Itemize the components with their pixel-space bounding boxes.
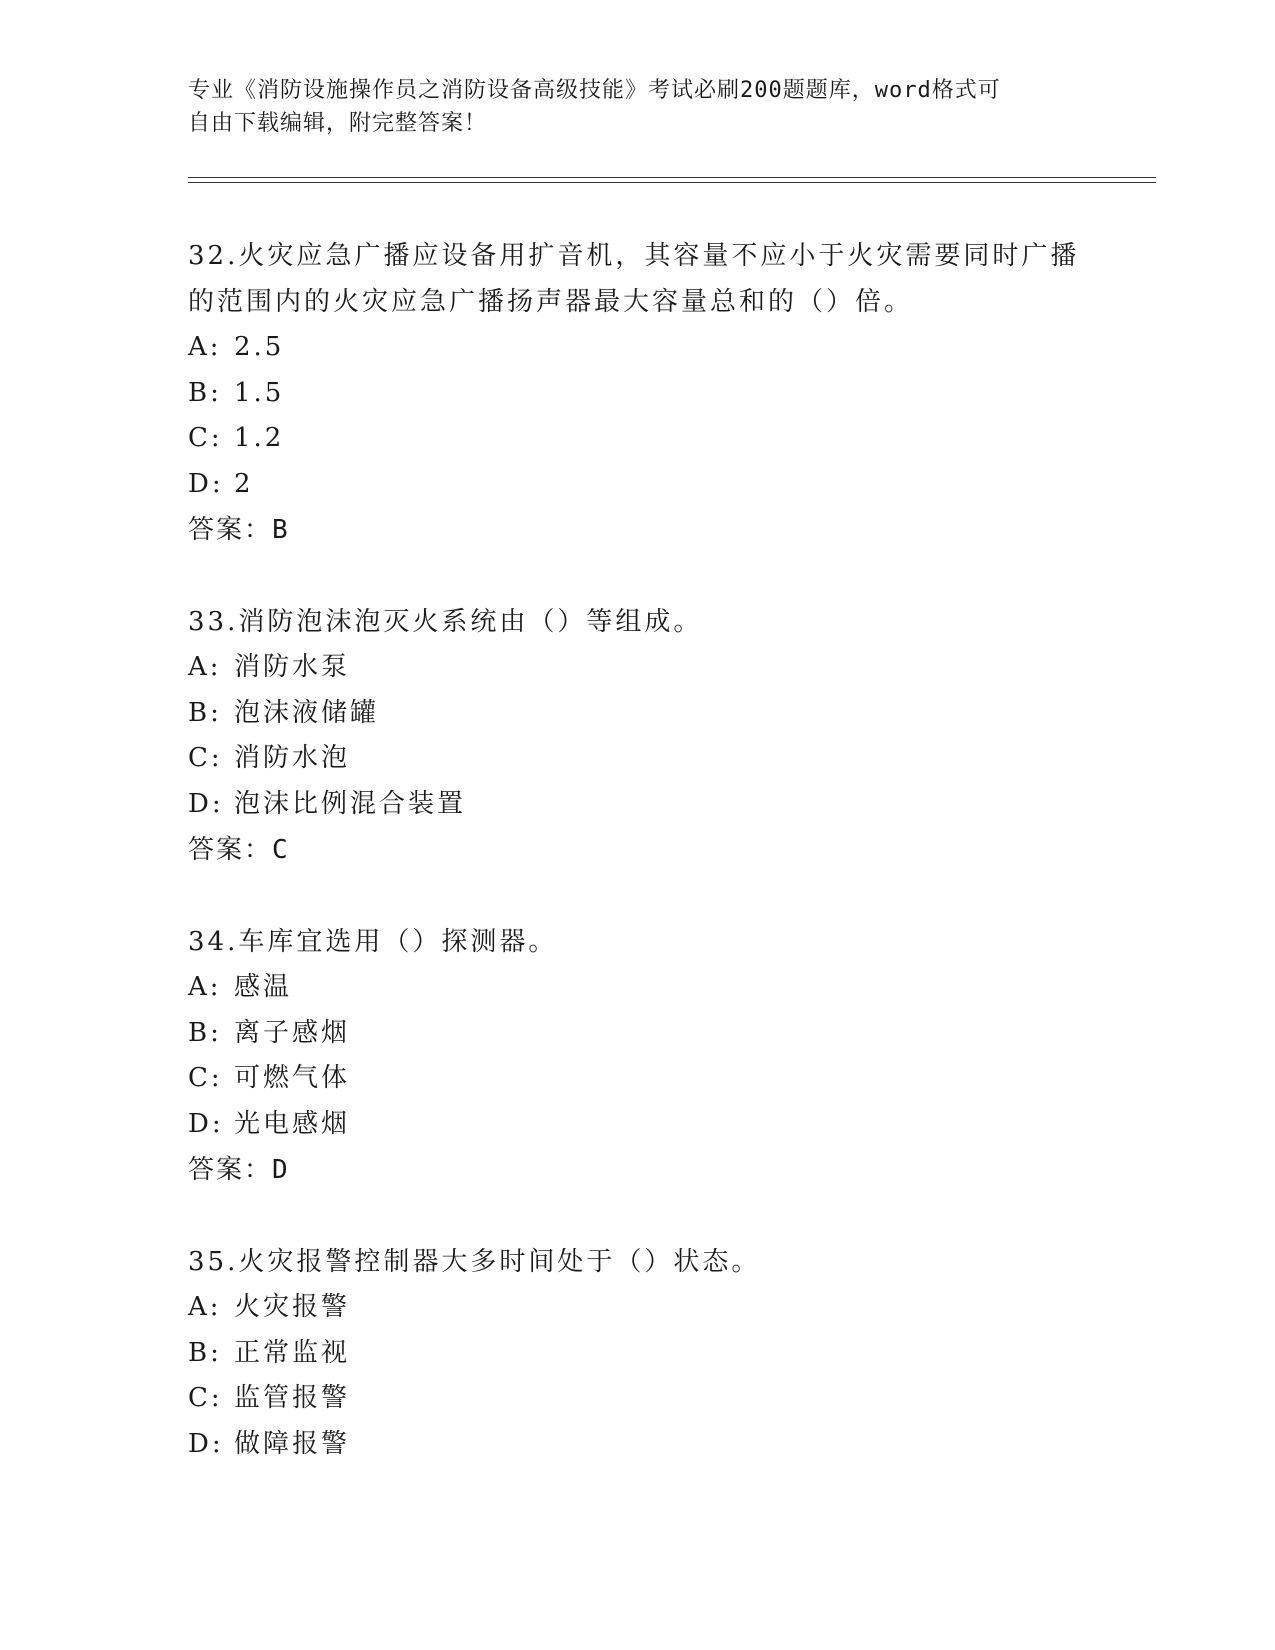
question-32 xyxy=(188,233,1108,553)
header-divider-bottom xyxy=(188,182,1156,183)
option-b xyxy=(188,691,1108,737)
option-a xyxy=(188,965,1108,1011)
header-line-2: 自由下载编辑，附完整答案！ xyxy=(188,111,488,136)
question-stem: 34.车库宜选用（）探测器。 xyxy=(188,927,558,957)
option-text: 2 xyxy=(234,468,254,499)
option-letter: B: xyxy=(188,377,222,408)
option-text: 2.5 xyxy=(234,332,285,362)
option-d xyxy=(188,1422,1108,1468)
option-text: 1.5 xyxy=(234,377,285,408)
answer-label: 答案：D xyxy=(188,1155,290,1185)
option-b xyxy=(188,1331,1108,1377)
option-text: 消防水泡 xyxy=(234,743,351,773)
option-text: 监管报警 xyxy=(234,1383,351,1413)
question-33 xyxy=(188,599,1108,873)
option-text: 离子感烟 xyxy=(234,1017,351,1048)
option-c xyxy=(188,416,1108,462)
option-b xyxy=(188,371,1108,417)
option-text: 可燃气体 xyxy=(234,1063,351,1093)
option-c xyxy=(188,1376,1108,1422)
option-b xyxy=(188,1011,1108,1057)
answer-label: 答案：B xyxy=(188,515,290,545)
option-d xyxy=(188,462,1108,508)
option-a xyxy=(188,325,1108,371)
document-header xyxy=(188,74,1088,140)
option-letter: D: xyxy=(188,1108,224,1139)
option-text: 光电感烟 xyxy=(234,1108,351,1139)
option-text: 感温 xyxy=(234,972,293,1002)
option-letter: A: xyxy=(188,1292,222,1322)
option-letter: B: xyxy=(188,697,222,728)
option-letter: A: xyxy=(188,332,222,362)
option-a xyxy=(188,1285,1108,1331)
question-stem: 35.火灾报警控制器大多时间处于（）状态。 xyxy=(188,1247,761,1277)
option-d xyxy=(188,1102,1108,1148)
answer-label: 答案：C xyxy=(188,835,290,865)
option-letter: D: xyxy=(188,1428,224,1459)
header-divider-top xyxy=(188,177,1156,178)
option-letter: D: xyxy=(188,788,224,819)
question-34 xyxy=(188,919,1108,1193)
option-a xyxy=(188,645,1108,691)
question-stem: 33.消防泡沫泡灭火系统由（）等组成。 xyxy=(188,607,703,637)
option-text: 1.2 xyxy=(234,423,285,453)
option-letter: A: xyxy=(188,972,222,1002)
option-letter: C: xyxy=(188,743,223,773)
option-text: 泡沫液储罐 xyxy=(234,697,380,728)
option-c xyxy=(188,736,1108,782)
option-letter: C: xyxy=(188,423,223,453)
option-c xyxy=(188,1056,1108,1102)
option-text: 消防水泵 xyxy=(234,652,351,682)
option-letter: A: xyxy=(188,652,222,682)
option-text: 正常监视 xyxy=(234,1337,351,1368)
option-letter: C: xyxy=(188,1383,223,1413)
option-text: 做障报警 xyxy=(234,1428,351,1459)
option-text: 火灾报警 xyxy=(234,1292,351,1322)
question-35 xyxy=(188,1239,1108,1467)
header-line-1: 专业《消防设施操作员之消防设备高级技能》考试必刷200题题库，word格式可 xyxy=(188,78,1001,103)
question-list xyxy=(188,233,1108,1513)
option-letter: B: xyxy=(188,1337,222,1368)
option-letter: B: xyxy=(188,1017,222,1048)
option-letter: D: xyxy=(188,468,224,499)
option-text: 泡沫比例混合装置 xyxy=(234,788,467,819)
option-d xyxy=(188,782,1108,828)
question-stem: 32.火灾应急广播应设备用扩音机，其容量不应小于火灾需要同时广播的范围内的火灾应急广播扬声器最大容量总和的（）倍。 xyxy=(188,241,1080,317)
option-letter: C: xyxy=(188,1063,223,1093)
